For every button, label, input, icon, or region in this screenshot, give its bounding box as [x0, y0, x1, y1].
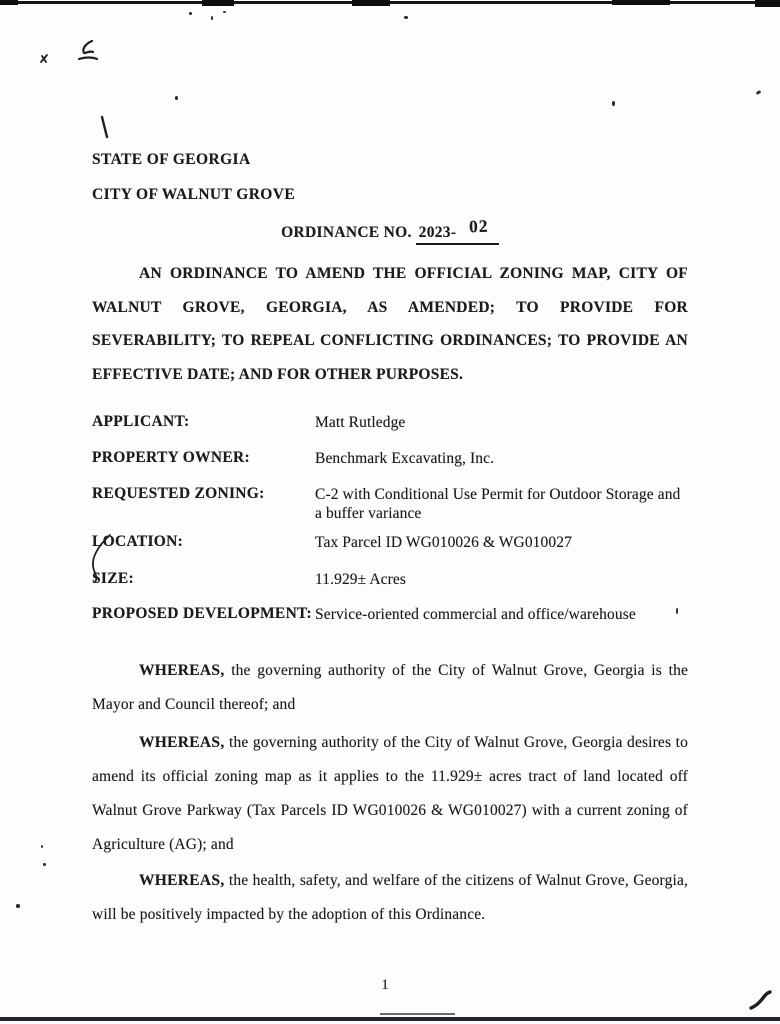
ink-speck	[612, 101, 615, 106]
ink-speck	[756, 90, 762, 95]
detail-label-property-owner: PROPERTY OWNER:	[92, 449, 250, 466]
whereas-lead: WHEREAS,	[139, 734, 225, 751]
whereas-text: the health, safety, and welfare of the citizens of Walnut Grove, Georgia, will be positively impacted by the adoption of this Ordinance.	[92, 872, 688, 923]
margin-scribble-mark	[74, 38, 104, 68]
whereas-paragraph-2	[92, 726, 688, 862]
scan-bottom-edge-line	[0, 1017, 780, 1021]
whereas-text: the governing authority of the City of Walnut Grove, Georgia is the Mayor and Council thereof; and	[92, 662, 688, 713]
scan-edge-blob	[202, 0, 234, 6]
ordinance-handwritten-number: 02	[468, 215, 490, 237]
detail-label-size: SIZE:	[92, 570, 134, 587]
detail-value-property-owner: Benchmark Excavating, Inc.	[315, 450, 495, 467]
detail-value-location: Tax Parcel ID WG010026 & WG010027	[315, 534, 572, 551]
ink-speck	[404, 16, 408, 19]
ordinance-number-line	[0, 215, 780, 245]
whereas-lead: WHEREAS,	[139, 872, 225, 889]
location-pen-mark	[88, 533, 118, 585]
ink-speck	[223, 11, 226, 13]
detail-value-applicant: Matt Rutledge	[315, 414, 406, 431]
detail-value-proposed-development: Service-oriented commercial and office/warehouse	[315, 606, 636, 623]
page-number: 1	[381, 977, 389, 993]
whereas-paragraph-3	[92, 864, 688, 932]
ink-speck	[43, 863, 46, 866]
ordinance-typed-number: 2023-	[418, 224, 457, 241]
scan-edge-blob	[352, 0, 390, 6]
ink-speck	[175, 96, 178, 100]
whereas-lead: WHEREAS,	[139, 662, 225, 679]
ordinance-label: ORDINANCE NO.	[281, 224, 412, 241]
scan-bottom-dashes	[380, 1013, 455, 1015]
state-line: STATE OF GEORGIA	[92, 151, 251, 168]
scan-edge-blob	[612, 0, 670, 5]
detail-value-requested-zoning: C-2 with Conditional Use Permit for Outdoor Storage and a buffer variance	[315, 486, 681, 522]
ink-speck	[41, 845, 43, 848]
city-line: CITY OF WALNUT GROVE	[92, 186, 296, 203]
ink-speck	[211, 16, 213, 20]
detail-label-applicant: APPLICANT:	[92, 413, 190, 430]
detail-label-proposed-development: PROPOSED DEVELOPMENT:	[92, 605, 313, 622]
whereas-paragraph-1	[92, 654, 688, 722]
ordinance-number	[416, 215, 499, 245]
corner-pen-mark	[748, 990, 774, 1012]
ink-speck	[16, 904, 20, 908]
ink-speck	[189, 12, 192, 15]
scan-edge-blob	[755, 0, 780, 7]
margin-ink-blot	[38, 52, 52, 66]
scan-edge-blob	[0, 0, 18, 5]
detail-value-size: 11.929± Acres	[315, 571, 407, 588]
detail-label-location: LOCATION:	[92, 533, 184, 550]
ordinance-title-paragraph: AN ORDINANCE TO AMEND THE OFFICIAL ZONING MAP, CITY OF WALNUT GROVE, GEORGIA, AS AMENDED; TO PROVIDE FOR SEVERABILITY; TO REPEAL CONFLICTING ORDINANCES; TO PROVIDE AN EFFECTIVE DATE; AND FOR OTHER PURPOSES.	[92, 265, 688, 383]
detail-label-requested-zoning: REQUESTED ZONING:	[92, 485, 265, 502]
backslash-pen-mark	[99, 115, 111, 141]
whereas-text: the governing authority of the City of Walnut Grove, Georgia desires to amend its official zoning map as it applies to the 11.929± acres tract of land located off Walnut Grove Parkway (Tax Parcels ID WG010026 & WG010027) with a current zoning of Agriculture (AG); and	[92, 734, 688, 853]
